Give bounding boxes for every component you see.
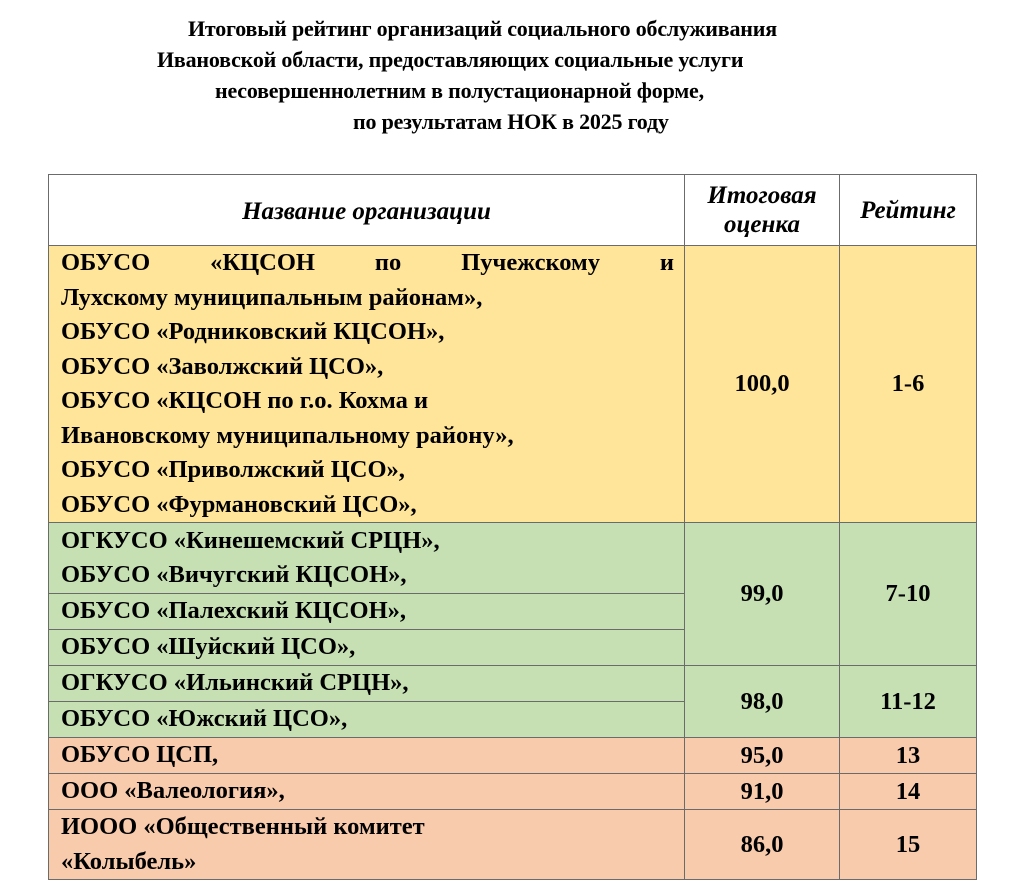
org-line: ОБУСО «Шуйский ЦСО»,	[61, 633, 356, 661]
organization-name-cell	[49, 810, 685, 880]
rank-cell: 1-6	[840, 246, 977, 523]
org-line: ОБУСО «Приволжский ЦСО»,	[61, 456, 405, 483]
title-line: Итоговый рейтинг организаций социального обслуживания	[188, 16, 777, 41]
org-line: Лухскому муниципальным районам»,	[61, 283, 483, 311]
table-row	[49, 774, 977, 810]
organization-name-cell	[49, 594, 685, 630]
rank-cell: 13	[840, 738, 977, 774]
org-line: ОБУСО «КЦСОН по г.о. Кохма и	[61, 387, 429, 414]
score-cell: 91,0	[685, 774, 840, 810]
header-score-line: Итоговая	[707, 182, 817, 209]
organization-name-cell	[49, 523, 685, 594]
org-line: ОБУСО «Палехский КЦСОН»,	[61, 597, 407, 625]
organization-name-cell	[49, 630, 685, 666]
table-row	[49, 246, 977, 523]
organization-name-cell	[49, 738, 685, 774]
org-line: ОБУСО «Заволжский ЦСО»,	[61, 352, 384, 380]
rating-table	[48, 174, 977, 880]
score-cell: 95,0	[685, 738, 840, 774]
org-line: Ивановскому муниципальному району»,	[61, 421, 514, 449]
rank-cell: 15	[840, 810, 977, 880]
org-line: ООО «Валеология»,	[61, 777, 285, 805]
table-row	[49, 738, 977, 774]
table-row	[49, 810, 977, 880]
header-score-line: оценка	[724, 211, 800, 238]
header-final-score	[685, 175, 840, 246]
header-rank: Рейтинг	[840, 175, 977, 246]
rank-cell: 14	[840, 774, 977, 810]
org-line: ОБУСО «Южский ЦСО»,	[61, 705, 348, 733]
organization-name-cell	[49, 774, 685, 810]
score-cell: 100,0	[685, 246, 840, 523]
org-line: ОГКУСО «Кинешемский СРЦН»,	[61, 526, 440, 554]
table-header-row	[49, 175, 977, 246]
org-line: ОБУСО «Вичугский КЦСОН»,	[61, 561, 407, 588]
org-line: ОБУСО «Родниковский КЦСОН»,	[61, 318, 445, 345]
score-cell: 98,0	[685, 666, 840, 738]
rank-cell: 7-10	[840, 523, 977, 666]
org-line: ОБУСО «Фурмановский ЦСО»,	[61, 490, 417, 518]
rank-cell: 11-12	[840, 666, 977, 738]
org-line: ИООО «Общественный комитет	[61, 813, 425, 840]
score-cell: 99,0	[685, 523, 840, 666]
org-line: ОБУСО «КЦСОН по Пучежскому и	[61, 249, 675, 276]
table-row	[49, 666, 977, 702]
table-row	[49, 523, 977, 594]
header-organization-name: Название организации	[49, 175, 685, 246]
organization-names-cell	[49, 246, 685, 523]
title-line: Ивановской области, предоставляющих социальные услуги	[157, 47, 744, 72]
org-line: ОГКУСО «Ильинский СРЦН»,	[61, 669, 409, 697]
title-line: по результатам НОК в 2025 году	[353, 109, 669, 134]
org-line: ОБУСО ЦСП,	[61, 741, 219, 769]
score-cell: 86,0	[685, 810, 840, 880]
organization-name-cell	[49, 702, 685, 738]
title-line: несовершеннолетним в полустационарной форме,	[215, 78, 704, 103]
organization-name-cell	[49, 666, 685, 702]
org-line: «Колыбель»	[61, 847, 197, 875]
